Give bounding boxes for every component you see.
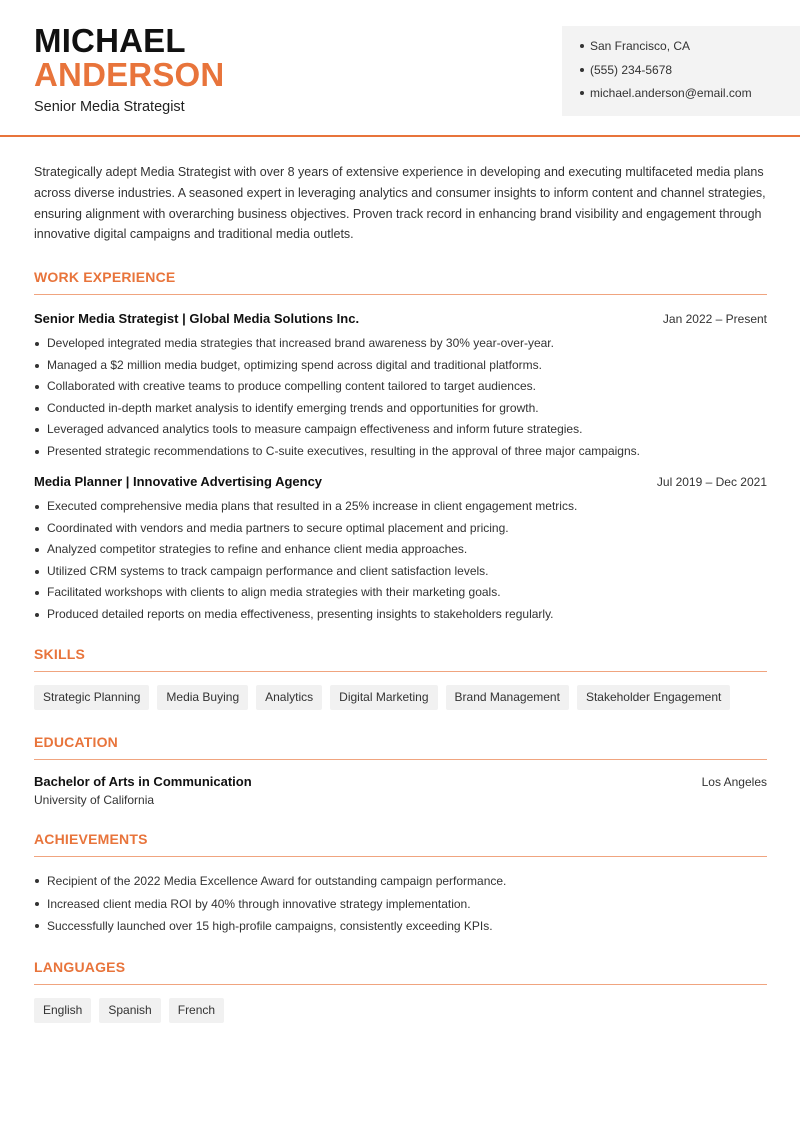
skill-tag: Brand Management <box>446 685 569 710</box>
first-name: MICHAEL <box>34 22 186 59</box>
skills-section <box>34 646 767 710</box>
language-tag: English <box>34 998 91 1023</box>
list-item: Successfully launched over 15 high-profile campaigns, consistently exceeding KPIs. <box>34 915 767 938</box>
list-item: Facilitated workshops with clients to align media strategies with their marketing goals. <box>34 582 767 604</box>
skill-tag: Stakeholder Engagement <box>577 685 730 710</box>
work-experience-section <box>34 269 767 625</box>
skill-tag: Strategic Planning <box>34 685 149 710</box>
contact-phone: (555) 234-5678 <box>580 62 800 86</box>
list-item: Increased client media ROI by 40% through innovative strategy implementation. <box>34 893 767 916</box>
list-item: Managed a $2 million media budget, optimizing spend across digital and traditional platforms. <box>34 355 767 377</box>
job-dates: Jan 2022 – Present <box>662 312 767 327</box>
resume-body <box>34 162 767 1023</box>
job-title: Senior Media Strategist <box>34 99 185 115</box>
skill-tag: Analytics <box>256 685 322 710</box>
achievements-section <box>34 831 767 938</box>
contact-email: michael.anderson@email.com <box>580 85 800 109</box>
school-name: University of California <box>34 793 155 808</box>
section-title: WORK EXPERIENCE <box>34 269 767 295</box>
languages-section <box>34 959 767 1023</box>
section-title: ACHIEVEMENTS <box>34 831 767 857</box>
skill-tag: Digital Marketing <box>330 685 437 710</box>
job-role: Senior Media Strategist | Global Media Solutions Inc. <box>34 311 360 327</box>
section-title: SKILLS <box>34 646 767 672</box>
resume-header <box>0 0 800 137</box>
contact-location: San Francisco, CA <box>580 38 800 62</box>
contact-box <box>562 26 800 116</box>
list-item: Developed integrated media strategies that increased brand awareness by 30% year-over-year. <box>34 333 767 355</box>
list-item: Coordinated with vendors and media partners to secure optimal placement and pricing. <box>34 518 767 540</box>
job-dates: Jul 2019 – Dec 2021 <box>656 475 767 490</box>
section-title: EDUCATION <box>34 734 767 760</box>
list-item: Recipient of the 2022 Media Excellence Award for outstanding campaign performance. <box>34 870 767 893</box>
list-item: Leveraged advanced analytics tools to measure campaign effectiveness and inform future strategies. <box>34 419 767 441</box>
last-name: ANDERSON <box>34 56 225 93</box>
education-location: Los Angeles <box>701 775 767 790</box>
job-entry <box>34 474 767 625</box>
language-tag: Spanish <box>99 998 160 1023</box>
list-item: Analyzed competitor strategies to refine and enhance client media approaches. <box>34 539 767 561</box>
section-title: LANGUAGES <box>34 959 767 985</box>
education-section <box>34 734 767 807</box>
list-item: Produced detailed reports on media effectiveness, presenting insights to stakeholders regularly. <box>34 604 767 626</box>
summary: Strategically adept Media Strategist with over 8 years of extensive experience in developing and executing multifaceted media plans across diverse industries. A seasoned expert in leveraging analytics and consumer insights to inform content and channel strategies, ensuring alignment with overarching business objectives. Proven track record in enhancing brand visibility and engagement through innovative digital campaigns and traditional media outlets. <box>34 165 766 242</box>
language-tag: French <box>169 998 224 1023</box>
list-item: Presented strategic recommendations to C-suite executives, resulting in the approval of three major campaigns. <box>34 441 767 463</box>
list-item: Conducted in-depth market analysis to identify emerging trends and opportunities for growth. <box>34 398 767 420</box>
skill-tag: Media Buying <box>157 685 248 710</box>
list-item: Collaborated with creative teams to produce compelling content tailored to target audiences. <box>34 376 767 398</box>
degree: Bachelor of Arts in Communication <box>34 774 252 790</box>
job-role: Media Planner | Innovative Advertising Agency <box>34 474 323 490</box>
list-item: Executed comprehensive media plans that resulted in a 25% increase in client engagement metrics. <box>34 496 767 518</box>
list-item: Utilized CRM systems to track campaign performance and client satisfaction levels. <box>34 561 767 583</box>
job-entry <box>34 311 767 462</box>
